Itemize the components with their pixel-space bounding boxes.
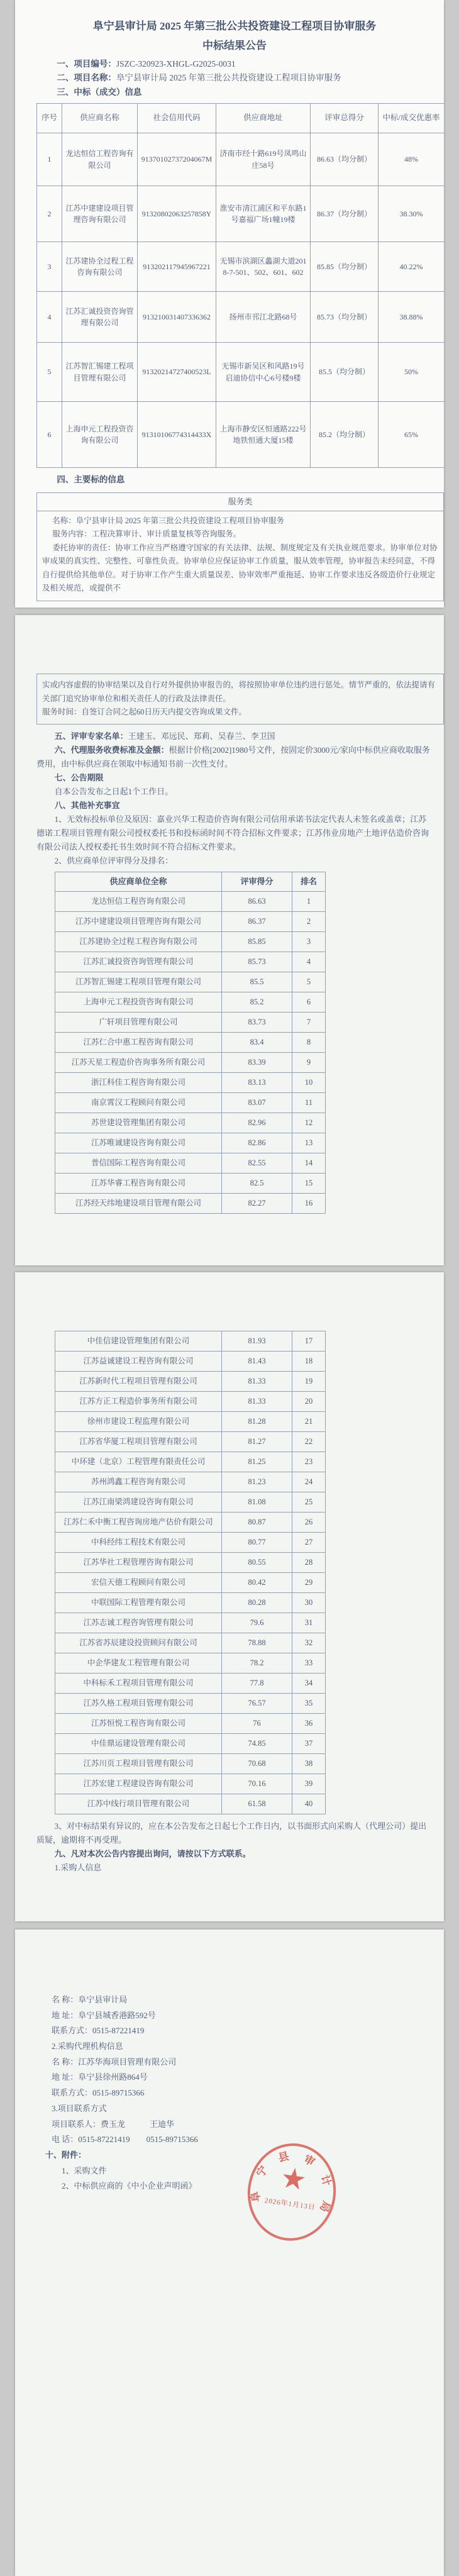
cell-score: 85.5（均分制）: [311, 343, 379, 402]
cell-review-score: 81.23: [222, 1472, 292, 1492]
seal-character: 县: [277, 2150, 290, 2164]
cell-rank: 28: [292, 1553, 326, 1573]
seal-character: 阜: [249, 2190, 263, 2203]
cell-supplier-name: 宏信天德工程顾问有限公司: [55, 1573, 222, 1593]
project-number-value: JSZC-320923-XHGL-G2025-0031: [116, 58, 236, 69]
cell-supplier-name: 广轩项目管理有限公司: [55, 1013, 222, 1033]
cell-discount: 38.88%: [379, 292, 445, 343]
page-4: [15, 1929, 444, 2576]
cell-review-score: 83.07: [222, 1093, 292, 1113]
cell-rank: 27: [292, 1533, 326, 1553]
announcement-paragraph: [36, 730, 433, 743]
announcement-paragraph: [36, 785, 433, 799]
cell-rank: 25: [292, 1492, 326, 1513]
cell-supplier-name: 江苏久格工程项目管理有限公司: [55, 1694, 222, 1714]
score-table-row: [55, 1053, 326, 1073]
cell-address: 济南市经十路619号凤鸣山庄58号: [216, 133, 311, 186]
announcement-sections: [36, 730, 433, 869]
score-table-row: [55, 1694, 326, 1714]
cell-rank: 34: [292, 1674, 326, 1694]
attachment-item: 2、中标供应商的《中小企业声明函》: [62, 2181, 197, 2191]
cell-rank: 15: [292, 1174, 326, 1194]
subject-box: [36, 492, 444, 601]
paragraph-text: 3、对中标结果有异议的，应在本公告发布之日起七个工作日内，以书面形式向采购人（代理公司）提出质疑，逾期将不再受理。: [36, 1821, 427, 1845]
seal-character: 局: [317, 2199, 333, 2214]
cell-review-score: 81.27: [222, 1432, 292, 1452]
cell-supplier-name: 苏州鸿鑫工程咨询有限公司: [55, 1472, 222, 1492]
announcement-paragraph: [36, 813, 433, 854]
cell-score: 85.73（均分制）: [311, 292, 379, 343]
page-title: [36, 16, 433, 56]
cell-supplier-name: 江苏益诚建设工程咨询有限公司: [55, 1352, 222, 1372]
column-header: 评审得分: [222, 872, 292, 892]
cell-review-score: 80.28: [222, 1593, 292, 1613]
cell-address: 扬州市邗江北路68号: [216, 292, 311, 343]
cell-review-score: 74.85: [222, 1734, 292, 1754]
cell-review-score: 82.96: [222, 1113, 292, 1133]
cell-review-score: 85.2: [222, 992, 292, 1013]
cell-supplier-name: 江苏仁禾中衡工程咨询房地产估价有限公司: [55, 1513, 222, 1533]
cell-supplier-name: 龙达恒信工程咨询有限公司: [55, 892, 222, 912]
official-seal-stamp: [241, 2138, 342, 2246]
cell-supplier-name: 中联国际工程管理有限公司: [55, 1593, 222, 1613]
paragraph-text: 自本公告发布之日起1个工作日。: [54, 786, 174, 796]
cell-review-score: 83.4: [222, 1033, 292, 1053]
score-table-row: [55, 1174, 326, 1194]
paragraph-text: 1.采购人信息: [54, 1863, 102, 1873]
cell-review-score: 82.86: [222, 1133, 292, 1153]
paragraph-bold-label: 六、代理服务收费标准及金额：: [54, 745, 169, 755]
cell-score: 85.2（均分制）: [311, 402, 379, 468]
cell-supplier: 上海申元工程投资咨询有限公司: [62, 402, 138, 468]
cell-review-score: 86.37: [222, 912, 292, 932]
column-header: 序号: [37, 104, 62, 133]
page-3: [15, 1272, 444, 1921]
cell-supplier-name: 中佳信建设管理集团有限公司: [55, 1331, 222, 1352]
column-header: 中标/成交优惠率: [379, 104, 445, 133]
score-table: [55, 872, 326, 1214]
cell-discount: 48%: [379, 133, 445, 186]
cell-rank: 32: [292, 1633, 326, 1653]
score-table-header-row: [55, 872, 326, 892]
score-table-row: [55, 1533, 326, 1553]
cell-review-score: 81.28: [222, 1412, 292, 1432]
cell-credit-code: 913202117945967221: [138, 242, 216, 292]
cell-supplier-name: 江苏仁合中惠工程咨询有限公司: [55, 1033, 222, 1053]
cell-score: 86.63（均分制）: [311, 133, 379, 186]
paragraph-text: 2、供应商单位评审得分及排名：: [54, 856, 174, 866]
paragraph-bold-label: 五、评审专家名单：: [54, 731, 128, 741]
score-table-row: [55, 1472, 326, 1492]
cell-rank: 2: [292, 912, 326, 932]
announcement-paragraph: [36, 771, 433, 785]
cell-seq: 2: [37, 186, 62, 242]
subject-line: 委托协审的责任：协审工作应当严格遵守国家的有关法律、法规、制度规定及有关执业规范要求。协审单位对协审成果的真实性、完整性、可靠性负责。协审单位应保证协审工作质量，服从效率管理，协审报告未经同意，不得自行提供给其他单位。对于协审工作产生重大质量误差、协审效率严重拖延、协审工作要求违反各级造价行业规定及相关规范，或提供不: [42, 543, 438, 593]
award-table-row: [37, 343, 445, 402]
cell-supplier-name: 江苏省苏辰建设投资顾问有限公司: [55, 1633, 222, 1653]
cell-rank: 21: [292, 1412, 326, 1432]
award-table-row: [37, 186, 445, 242]
project-name-value: 阜宁县审计局 2025 年第三批公共投资建设工程项目协审服务: [116, 73, 341, 83]
cell-review-score: 81.33: [222, 1392, 292, 1412]
note-paragraph: [36, 1847, 433, 1861]
score-table-row: [55, 1633, 326, 1653]
cell-rank: 31: [292, 1613, 326, 1633]
score-table-row: [55, 952, 326, 972]
cell-rank: 8: [292, 1033, 326, 1053]
attachments-heading: 十、附件：: [45, 2150, 87, 2160]
cell-address: 淮安市清江浦区和平东路1号嘉福广场1幢19楼: [216, 186, 311, 242]
cell-rank: 5: [292, 972, 326, 992]
score-table-row: [55, 1674, 326, 1694]
cell-seq: 4: [37, 292, 62, 343]
paragraph-text: 根据计价格[2002]1980号文件，按固定价3000元/家向中标供应商收取服务费用，由中标供应商在领取中标通知书前一次性支付。: [36, 745, 430, 769]
cell-rank: 17: [292, 1331, 326, 1352]
cell-rank: 11: [292, 1093, 326, 1113]
cell-supplier-name: 浙江科佳工程咨询有限公司: [55, 1073, 222, 1093]
cell-rank: 33: [292, 1653, 326, 1674]
project-number-line: [36, 57, 433, 71]
cell-supplier-name: 江苏省华厦工程项目管理有限公司: [55, 1432, 222, 1452]
paragraph-bold-label: 九、凡对本次公告内容提出询问，请按以下方式联系。: [54, 1849, 251, 1859]
cell-supplier-name: 中佳鼎运建设管理有限公司: [55, 1734, 222, 1754]
cell-supplier-name: 江苏志诚工程咨询管理有限公司: [55, 1613, 222, 1633]
announcement-paragraph: [36, 854, 433, 868]
score-table-row: [55, 1794, 326, 1814]
cell-supplier: 江苏智汇锡建工程项目管理有限公司: [62, 343, 138, 402]
contact-line: 2.采购代理机构信息: [52, 2041, 123, 2051]
cell-review-score: 61.58: [222, 1794, 292, 1814]
cell-supplier-name: 苏世建设管理集团有限公司: [55, 1113, 222, 1133]
attachment-item: 1、采购文件: [62, 2165, 107, 2175]
paragraph-bold-label: 七、公告期限: [54, 772, 104, 782]
cell-rank: 7: [292, 1013, 326, 1033]
cell-supplier-name: 江苏江南梁鸿建设咨询有限公司: [55, 1492, 222, 1513]
score-table-row: [55, 1754, 326, 1774]
title-line-1: 阜宁县审计局 2025 年第三批公共投资建设工程项目协审服务: [92, 20, 377, 32]
cell-review-score: 78.88: [222, 1633, 292, 1653]
cell-rank: 1: [292, 892, 326, 912]
column-header: 排名: [292, 872, 326, 892]
subject-heading: 四、主要标的信息: [57, 475, 125, 485]
cell-review-score: 80.77: [222, 1533, 292, 1553]
cell-credit-code: 91370102737204067M: [138, 133, 216, 186]
cell-supplier-name: 江苏中建建设项目管理咨询有限公司: [55, 912, 222, 932]
cell-rank: 19: [292, 1372, 326, 1392]
cell-supplier-name: 江苏建协全过程工程咨询有限公司: [55, 932, 222, 952]
cell-review-score: 81.93: [222, 1331, 292, 1352]
column-header: 社会信用代码: [138, 104, 216, 133]
contact-line: 联系方式：0515-89715366: [52, 2088, 145, 2098]
cell-review-score: 82.5: [222, 1174, 292, 1194]
announcement-paragraph: [36, 799, 433, 813]
cell-supplier-name: 中企华建友工程管理有限公司: [55, 1653, 222, 1674]
cell-supplier-name: 南京霄汉工程顾问有限公司: [55, 1093, 222, 1113]
cell-supplier-name: 中科经纬工程技术有限公司: [55, 1533, 222, 1553]
contact-line: 电 话：0515-87221419 0515-89715366: [52, 2135, 198, 2145]
cell-discount: 38.30%: [379, 186, 445, 242]
score-table-row: [55, 1513, 326, 1533]
cell-review-score: 76: [222, 1714, 292, 1734]
subject-line: 服务内容：工程决算审计、审计质量复核等咨询服务。: [52, 530, 241, 539]
cell-address: 上海市静安区恒通路222号地铁恒通大厦15楼: [216, 402, 311, 468]
cell-supplier-name: 中科标禾工程项目管理有限公司: [55, 1674, 222, 1694]
contact-info-block: [36, 1992, 433, 2148]
cell-review-score: 70.68: [222, 1754, 292, 1774]
column-header: 评审总得分: [311, 104, 379, 133]
cell-rank: 36: [292, 1714, 326, 1734]
cell-review-score: 83.13: [222, 1073, 292, 1093]
award-table-row: [37, 402, 445, 468]
cell-rank: 9: [292, 1053, 326, 1073]
cell-rank: 40: [292, 1794, 326, 1814]
cell-supplier-name: 江苏华睿工程咨询有限公司: [55, 1174, 222, 1194]
cell-review-score: 81.08: [222, 1492, 292, 1513]
cell-rank: 18: [292, 1352, 326, 1372]
cell-supplier-name: 中环建（北京）工程管理有限责任公司: [55, 1452, 222, 1472]
score-table-row: [55, 1492, 326, 1513]
contact-line: 联系方式：0515-87221419: [52, 2026, 145, 2036]
cell-discount: 50%: [379, 343, 445, 402]
cell-address: 无锡市新吴区和风路19号启迪协信中心6号楼9楼: [216, 343, 311, 402]
cell-review-score: 80.87: [222, 1513, 292, 1533]
cell-review-score: 85.73: [222, 952, 292, 972]
cell-review-score: 83.73: [222, 1013, 292, 1033]
paragraph-text: 1、无效标投标单位及原因：嘉业兴华工程造价咨询有限公司信用承诺书法定代表人未签名或盖章；江苏德诺工程项目管理有限公司授权委托书和投标函时间不符合招标文件要求；江苏伟业房地产土地评估造价咨询有限公司法人授权委托书生效时间不符合招标文件要求。: [36, 814, 429, 852]
cell-credit-code: 913210031407336362: [138, 292, 216, 343]
score-table-row: [55, 1432, 326, 1452]
subject-box-body-continued: [37, 674, 443, 724]
score-table-row: [55, 1013, 326, 1033]
cell-rank: 3: [292, 932, 326, 952]
cell-rank: 24: [292, 1472, 326, 1492]
cell-review-score: 80.55: [222, 1553, 292, 1573]
cell-rank: 37: [292, 1734, 326, 1754]
subject-box-continued: [36, 674, 444, 724]
objection-notes: [36, 1819, 433, 1875]
score-table-row: [55, 1553, 326, 1573]
cell-address: 无锡市滨湖区蠡湖大道2018-7-501、502、601、602: [216, 242, 311, 292]
score-table-row: [55, 1613, 326, 1633]
note-paragraph: [36, 1819, 433, 1847]
cell-rank: 14: [292, 1153, 326, 1174]
score-table-row: [55, 1352, 326, 1372]
cell-rank: 23: [292, 1452, 326, 1472]
cell-review-score: 78.2: [222, 1653, 292, 1674]
cell-seq: 6: [37, 402, 62, 468]
announcement-paragraph: [36, 743, 433, 771]
cell-supplier: 江苏建协全过程工程咨询有限公司: [62, 242, 138, 292]
award-table-row: [37, 242, 445, 292]
score-table-row: [55, 1372, 326, 1392]
subject-line: 服务时间：自签订合同之起60日历天内提交咨询成果文件。: [42, 708, 247, 716]
score-table-row: [55, 1093, 326, 1113]
score-table-row: [55, 1774, 326, 1794]
cell-supplier-name: 普信国际工程咨询有限公司: [55, 1153, 222, 1174]
cell-rank: 22: [292, 1432, 326, 1452]
cell-rank: 13: [292, 1133, 326, 1153]
score-table-row: [55, 1331, 326, 1352]
seal-character: 计: [318, 2173, 334, 2187]
cell-review-score: 85.85: [222, 932, 292, 952]
cell-supplier-name: 江苏中线行项目管理有限公司: [55, 1794, 222, 1814]
cell-supplier-name: 江苏智汇锡建工程项目管理有限公司: [55, 972, 222, 992]
cell-rank: 35: [292, 1694, 326, 1714]
subject-box-header: 服务类: [37, 493, 443, 511]
contact-line: 地 址：阜宁县城香港路592号: [52, 2010, 156, 2020]
score-table-row: [55, 1194, 326, 1214]
cell-review-score: 81.25: [222, 1452, 292, 1472]
paragraph-text: 王建玉、邓远民、郑莉、吴春兰、李卫国: [128, 731, 275, 741]
score-table-row: [55, 892, 326, 912]
award-table-row: [37, 133, 445, 186]
award-table-header-row: [37, 104, 445, 133]
cell-score: 86.37（均分制）: [311, 186, 379, 242]
cell-supplier-name: 江苏华社工程管理咨询有限公司: [55, 1553, 222, 1573]
score-table-row: [55, 1653, 326, 1674]
cell-review-score: 83.39: [222, 1053, 292, 1073]
cell-supplier-name: 江苏经天纬地建设项目管理有限公司: [55, 1194, 222, 1214]
cell-discount: 40.22%: [379, 242, 445, 292]
column-header: 供应商名称: [62, 104, 138, 133]
project-name-label: 二、项目名称：: [57, 73, 116, 83]
cell-rank: 6: [292, 992, 326, 1013]
score-table-row: [55, 1412, 326, 1432]
score-table-row: [55, 1573, 326, 1593]
score-table-row: [55, 912, 326, 932]
cell-rank: 38: [292, 1754, 326, 1774]
seal-date: 2026年1月13日: [264, 2197, 316, 2212]
cell-rank: 20: [292, 1392, 326, 1412]
cell-review-score: 70.16: [222, 1774, 292, 1794]
score-table-row: [55, 1714, 326, 1734]
cell-rank: 10: [292, 1073, 326, 1093]
cell-supplier: 江苏中建建设项目管理咨询有限公司: [62, 186, 138, 242]
cell-credit-code: 91320802063257858Y: [138, 186, 216, 242]
score-table-row: [55, 1153, 326, 1174]
cell-credit-code: 91310106774314433X: [138, 402, 216, 468]
seal-star-icon: ★: [278, 2161, 309, 2197]
score-table-row: [55, 972, 326, 992]
cell-review-score: 80.42: [222, 1573, 292, 1593]
cell-score: 85.85（均分制）: [311, 242, 379, 292]
cell-review-score: 81.43: [222, 1352, 292, 1372]
cell-credit-code: 91320214727400523L: [138, 343, 216, 402]
project-number-label: 一、项目编号：: [57, 58, 116, 69]
page-1: [15, 0, 444, 608]
cell-supplier-name: 徐州市建设工程监理有限公司: [55, 1412, 222, 1432]
cell-supplier-name: 江苏天星工程造价咨询事务所有限公司: [55, 1053, 222, 1073]
cell-review-score: 82.27: [222, 1194, 292, 1214]
page-2: [15, 615, 444, 1265]
cell-seq: 5: [37, 343, 62, 402]
cell-rank: 4: [292, 952, 326, 972]
contact-line: 名 称：江苏华海项目管理有限公司: [52, 2057, 177, 2067]
subject-line: 实或内容虚假的协审结果以及自行对外提供协审报告的，将按照协审单位违约进行惩处。情节严重的，依法提请有关部门追究协审单位和相关责任人的行政及法律责任。: [42, 680, 436, 703]
score-table-row: [55, 932, 326, 952]
cell-supplier-name: 江苏川页工程项目管理有限公司: [55, 1754, 222, 1774]
cell-supplier-name: 江苏方正工程造价事务所有限公司: [55, 1392, 222, 1412]
cell-rank: 26: [292, 1513, 326, 1533]
cell-supplier-name: 江苏宏建工程建设咨询有限公司: [55, 1774, 222, 1794]
award-table: [36, 103, 444, 468]
score-table-row: [55, 1033, 326, 1053]
score-table-row: [55, 992, 326, 1013]
contact-line: 3.项目联系方式: [52, 2103, 107, 2113]
project-name-line: [36, 71, 433, 85]
cell-supplier-name: 江苏汇诚投资咨询管理有限公司: [55, 952, 222, 972]
cell-supplier-name: 江苏恒悦工程咨询有限公司: [55, 1714, 222, 1734]
score-table-continued: [55, 1331, 326, 1814]
contact-line: 项目联系人：费玉龙 王迪华: [52, 2119, 175, 2129]
cell-review-score: 76.57: [222, 1694, 292, 1714]
score-table-row: [55, 1113, 326, 1133]
cell-review-score: 77.8: [222, 1674, 292, 1694]
award-table-row: [37, 292, 445, 343]
subject-box-body: [37, 511, 443, 601]
cell-review-score: 82.55: [222, 1153, 292, 1174]
cell-seq: 3: [37, 242, 62, 292]
cell-review-score: 86.63: [222, 892, 292, 912]
contact-line: 名 称：阜宁县审计局: [52, 1995, 128, 2004]
seal-character: 审: [301, 2152, 317, 2168]
score-table-row: [55, 1073, 326, 1093]
cell-rank: 30: [292, 1593, 326, 1613]
title-line-2: 中标结果公告: [202, 40, 267, 52]
contact-line: 地 址：阜宁县徐州路864号: [52, 2072, 148, 2082]
cell-rank: 29: [292, 1573, 326, 1593]
cell-discount: 65%: [379, 402, 445, 468]
column-header: 供应商单位全称: [55, 872, 222, 892]
cell-review-score: 81.33: [222, 1372, 292, 1392]
cell-supplier-name: 江苏唯诚建设咨询有限公司: [55, 1133, 222, 1153]
cell-review-score: 85.5: [222, 972, 292, 992]
score-table-row: [55, 1392, 326, 1412]
attachments-list: [36, 2163, 433, 2194]
award-info-heading: 三、中标（成交）信息: [57, 87, 142, 97]
cell-rank: 16: [292, 1194, 326, 1214]
cell-rank: 39: [292, 1774, 326, 1794]
paragraph-bold-label: 八、其他补充事宜: [54, 800, 120, 810]
note-paragraph: [36, 1861, 433, 1875]
cell-supplier-name: 上海申元工程投资咨询有限公司: [55, 992, 222, 1013]
seal-character: 宁: [254, 2163, 270, 2179]
column-header: 供应商地址: [216, 104, 311, 133]
score-table-row: [55, 1593, 326, 1613]
score-table-row: [55, 1452, 326, 1472]
cell-supplier-name: 江苏新时代工程项目管理有限公司: [55, 1372, 222, 1392]
cell-rank: 12: [292, 1113, 326, 1133]
cell-review-score: 79.6: [222, 1613, 292, 1633]
cell-supplier: 龙达恒信工程咨询有限公司: [62, 133, 138, 186]
score-table-row: [55, 1734, 326, 1754]
cell-supplier: 江苏汇诚投资咨询管理有限公司: [62, 292, 138, 343]
cell-seq: 1: [37, 133, 62, 186]
subject-line: 名称：阜宁县审计局 2025 年第三批公共投资建设工程项目协审服务: [52, 516, 285, 525]
score-table-row: [55, 1133, 326, 1153]
